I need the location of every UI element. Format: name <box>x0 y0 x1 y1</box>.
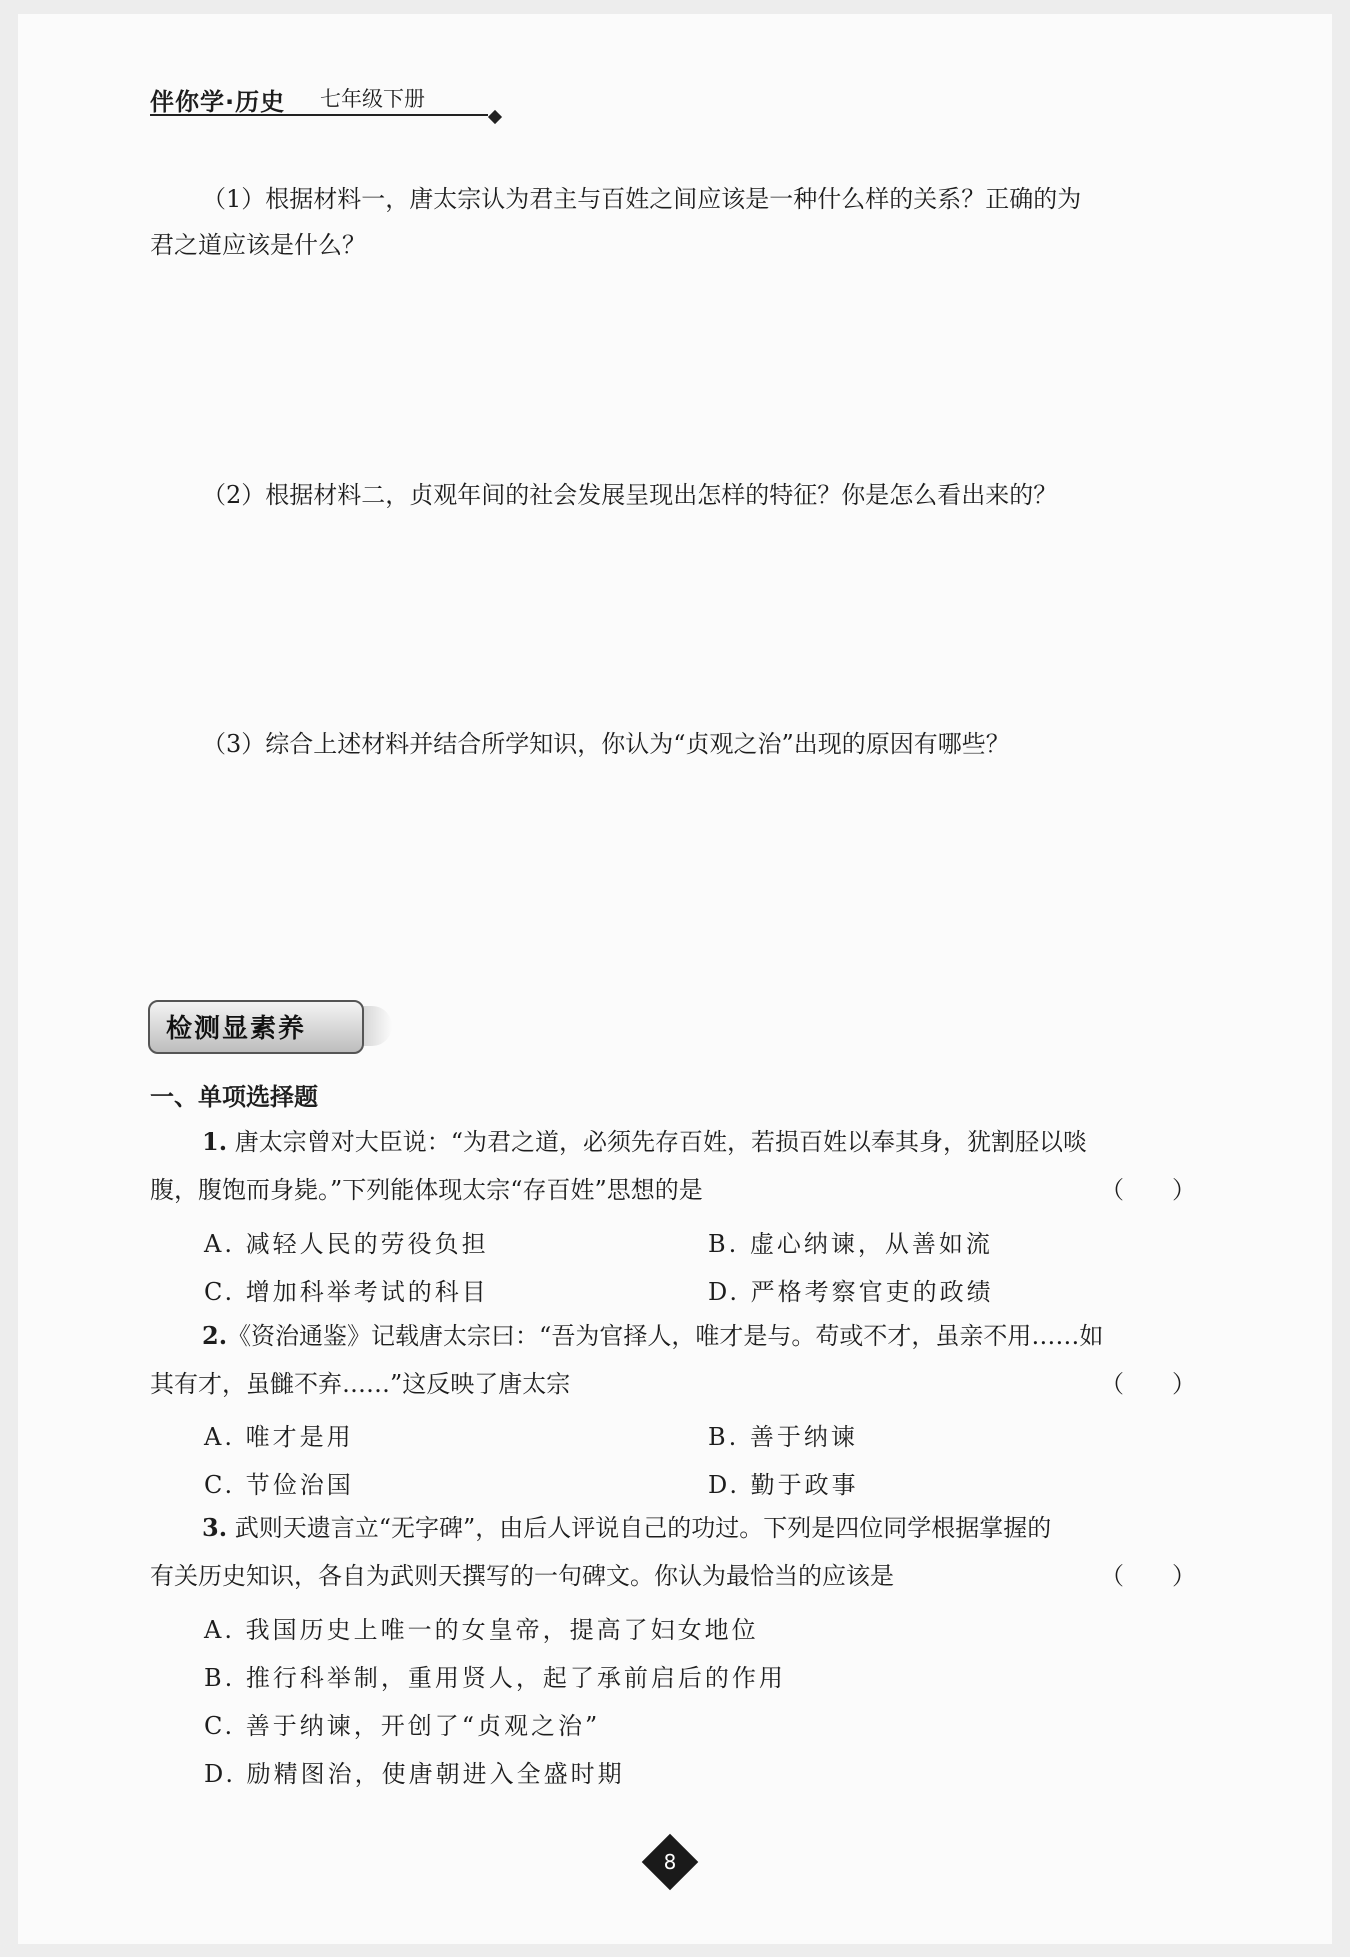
section-title: 一、单项选择题 <box>150 1083 318 1111</box>
header-brand: 伴你学·历史 <box>150 88 286 116</box>
mcq-2-option-d: D. 勤于政事 <box>708 1471 859 1499</box>
mcq-1-option-c: C. 增加科举考试的科目 <box>204 1278 489 1306</box>
mcq-1-line1: 唐太宗曾对大臣说：“为君之道，必须先存百姓，若损百姓以奉其身，犹割胫以啖 <box>234 1128 1087 1156</box>
mcq-2 <box>150 1312 1200 1408</box>
mcq-2-line2: 其有才，虽雠不弃……”这反映了唐太宗 <box>150 1370 571 1398</box>
section-badge-label: 检测显素养 <box>166 1014 307 1044</box>
page-sheet <box>18 14 1332 1944</box>
mcq-1 <box>150 1118 1200 1214</box>
question-1-line1: （1）根据材料一，唐太宗认为君主与百姓之间应该是一种什么样的关系？正确的为 <box>202 185 1082 213</box>
mcq-2-line1: 《资治通鉴》记载唐太宗曰：“吾为官择人，唯才是与。苟或不才，虽亲不用……如 <box>227 1322 1104 1350</box>
mcq-3-line1: 武则天遗言立“无字碑”，由后人评说自己的功过。下列是四位同学根据掌握的 <box>234 1514 1052 1542</box>
mcq-3-line2: 有关历史知识，各自为武则天撰写的一句碑文。你认为最恰当的应该是 <box>150 1562 894 1590</box>
mcq-2-option-a: A. 唯才是用 <box>204 1423 354 1451</box>
mcq-2-number: 2. <box>202 1321 228 1350</box>
mcq-3-option-d: D. 励精图治，使唐朝进入全盛时期 <box>204 1760 625 1788</box>
question-3-line1: （3）综合上述材料并结合所学知识，你认为“贞观之治”出现的原因有哪些？ <box>202 730 1010 758</box>
mcq-2-option-b: B. 善于纳谏 <box>708 1423 858 1451</box>
mcq-3-option-b: B. 推行科举制，重用贤人，起了承前启后的作用 <box>204 1664 786 1692</box>
answer-blank[interactable]: （ ） <box>1100 1370 1196 1398</box>
header-grade: 七年级下册 <box>320 87 425 111</box>
mcq-3-number: 3. <box>202 1513 228 1542</box>
mcq-1-option-d: D. 严格考察官吏的政绩 <box>708 1278 994 1306</box>
question-2-line1: （2）根据材料二，贞观年间的社会发展呈现出怎样的特征？你是怎么看出来的？ <box>202 481 1058 509</box>
mcq-3 <box>150 1504 1200 1600</box>
question-1 <box>150 176 1200 268</box>
answer-blank[interactable]: （ ） <box>1100 1562 1196 1590</box>
mcq-1-option-b: B. 虚心纳谏，从善如流 <box>708 1230 993 1258</box>
section-badge <box>148 1000 368 1054</box>
mcq-1-line2: 腹，腹饱而身毙。”下列能体现太宗“存百姓”思想的是 <box>150 1176 703 1204</box>
mcq-2-option-c: C. 节俭治国 <box>204 1471 354 1499</box>
mcq-1-number: 1. <box>202 1127 228 1156</box>
page-number: 8 <box>663 1850 677 1874</box>
answer-blank[interactable]: （ ） <box>1100 1176 1196 1204</box>
mcq-3-option-a: A. 我国历史上唯一的女皇帝，提高了妇女地位 <box>204 1616 759 1644</box>
question-3 <box>150 721 1200 767</box>
question-1-line2: 君之道应该是什么？ <box>150 231 366 259</box>
mcq-3-option-c: C. 善于纳谏，开创了“贞观之治” <box>204 1712 601 1740</box>
question-2 <box>150 472 1200 518</box>
mcq-1-option-a: A. 减轻人民的劳役负担 <box>204 1230 489 1258</box>
page-header <box>150 82 488 116</box>
